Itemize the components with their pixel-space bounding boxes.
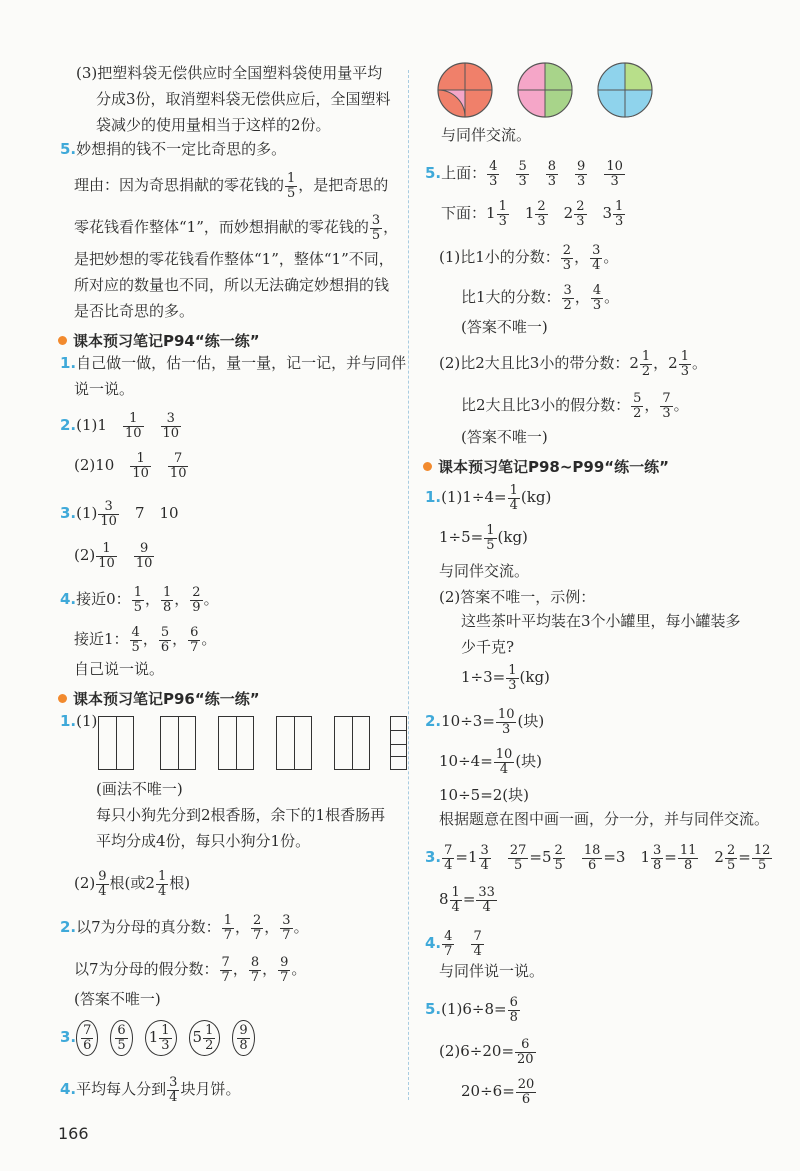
r5-p1a: (1)比1小的分数： $\frac{2}{3}$ ， $\frac{3}{4}$ 。 [439, 243, 619, 273]
s1q4-a: 接近0： [76, 590, 131, 609]
r2-b-unit: (块) [515, 752, 543, 771]
s2q4-b: 块月饼。 [180, 1080, 241, 1099]
reason-a2: ，是把奇思的 [298, 176, 389, 195]
frac-3-5: $\frac{3}{5}$ [371, 213, 381, 243]
r5-p2b-text: 比2大且比3小的假分数： [461, 396, 631, 415]
s2q3-ovals [60, 1020, 267, 1056]
s2q1-text1: 每只小狗先分到2根香肠，余下的1根香肠再 [96, 806, 386, 824]
sausage-split-drawing [390, 716, 407, 770]
s2q1-number: 1. [60, 712, 77, 730]
r5-note2: (答案不唯一) [461, 428, 548, 446]
s2q1-text2: 平均分成4份，每只小狗分1份。 [96, 832, 311, 850]
sausage-drawing [98, 716, 134, 770]
s1q1-line-a [60, 356, 406, 371]
q5-number: 5. [60, 140, 77, 158]
s2q2-b: 以7为分母的假分数： [74, 960, 219, 979]
q5-answer [60, 142, 286, 157]
s1q4-line-a: 4.接近0： $\frac{1}{5}$ ， $\frac{1}{8}$ ， $\frac{2}{9}$ 。 [60, 585, 219, 615]
r1-g: 1÷3= $\frac{1}{3}$ (kg) [461, 663, 550, 693]
oval-answer: $\frac{6}{5}$ [110, 1020, 132, 1056]
r2-b: 10÷4= $\frac{10}{4}$ (块) [439, 747, 543, 777]
r1-c: 与同伴交流。 [439, 562, 530, 580]
p3-line1: (3)把塑料袋无偿供应时全国塑料袋使用量平均 [76, 64, 383, 82]
s1q3-number: 3. [60, 504, 77, 523]
s1q2-number: 2. [60, 416, 77, 435]
r4-number: 4. [425, 934, 442, 953]
reason-a: 理由：因为奇思捐献的零花钱的 [74, 176, 285, 195]
circle-quarters-3 [598, 63, 652, 117]
reason-b: 零花钱看作整体“1”，而妙想捐献的零花钱的 [74, 218, 369, 237]
reason-c: 是把妙想的零花钱看作整体“1”，整体“1”不同， [74, 250, 394, 268]
r5-top-label: 上面： [441, 164, 487, 183]
page-number: 166 [58, 1124, 89, 1143]
s1q3-line-a [60, 500, 179, 528]
bullet-dot-icon [423, 462, 432, 471]
s2q1-2b: 根(或2 [109, 874, 155, 893]
r5-a: 5.(1)6÷8= $\frac{6}{8}$ [425, 995, 518, 1025]
r2-a: 2.10÷3= $\frac{10}{3}$ (块) [425, 707, 545, 737]
s2q2-a: 以7为分母的真分数： [76, 918, 221, 937]
s2q4-a: 平均每人分到 [76, 1080, 167, 1099]
oval-answer: 1 $\frac{1}{3}$ [145, 1020, 177, 1056]
s2q1-part2: (2) $\frac{9}{4}$ 根(或2 $\frac{1}{4}$ 根) [74, 869, 191, 899]
s1q2-line-a [60, 412, 182, 440]
section-title: 课本预习笔记P98~P99“练一练” [438, 458, 670, 476]
column-divider [408, 70, 409, 1100]
r1-a-text: (1)1÷4= [441, 488, 507, 507]
r1-b-unit: (kg) [497, 528, 528, 547]
frac: $\frac{9}{10}$ [135, 541, 153, 571]
circle-quarters-1 [438, 63, 492, 117]
s1q4-number: 4. [60, 590, 77, 609]
s1q1-number: 1. [60, 354, 77, 372]
sausage-drawing [160, 716, 196, 770]
sausage-drawing [218, 716, 254, 770]
r2-b-text: 10÷4= [439, 752, 493, 771]
s1q4-line-b: 接近1： $\frac{4}{5}$ ， $\frac{5}{6}$ ， $\frac{6}{7}$ 。 [74, 625, 217, 655]
sausage-drawing [334, 716, 370, 770]
r4-line: 4. $\frac{4}{7}$ $\frac{7}{4}$ [425, 929, 482, 959]
r1-f: 少千克? [461, 638, 515, 656]
r5-p1b-text: 比1大的分数： [461, 288, 561, 307]
r1-a-unit: (kg) [520, 488, 552, 507]
r2-a-text: 10÷3= [441, 712, 495, 731]
oval-answer: $\frac{7}{6}$ [76, 1020, 98, 1056]
s2q3-number: 3. [60, 1028, 77, 1047]
s2q1-note: (画法不唯一) [96, 780, 183, 798]
s2q2-line-a: 2.以7为分母的真分数： $\frac{1}{7}$ ， $\frac{2}{7}$ ， $\frac{3}{7}$ 。 [60, 913, 309, 943]
section-header-p96 [58, 688, 260, 709]
s1q2-a: (1)1 [76, 416, 107, 435]
r2-c: 10÷5=2(块) [439, 786, 530, 804]
frac: $\frac{1}{10}$ [132, 451, 149, 481]
r3-line2: 8 $\frac{1}{4}$ = $\frac{33}{4}$ [439, 885, 495, 915]
r5-b-text: (2)6÷20= [439, 1042, 515, 1061]
s2q2-line-b: 以7为分母的假分数： $\frac{7}{7}$ ， $\frac{8}{7}$ ， $\frac{9}{7}$ 。 [74, 955, 307, 985]
s1q1-b: 说一说。 [74, 380, 135, 398]
p3-line2: 分成3份，取消塑料袋无偿供应后，全国塑料 [96, 90, 391, 108]
section-header-p98 [423, 456, 669, 477]
s1q2-line-b [74, 452, 189, 480]
r5-c: 20÷6= $\frac{20}{6}$ [461, 1077, 535, 1107]
r1-number: 1. [425, 488, 442, 507]
s1q1-a: 自己做一做，估一估，量一量，记一记，并与同伴 [76, 354, 407, 372]
p3-line3: 袋减少的使用量相当于这样的2份。 [96, 116, 331, 134]
s2q2-number: 2. [60, 918, 77, 937]
section-title: 课本预习笔记P96“练一练” [73, 690, 260, 708]
s1q4-b: 接近1： [74, 630, 129, 649]
r1-e: 这些茶叶平均装在3个小罐里，每小罐装多 [461, 612, 741, 630]
r1-g-unit: (kg) [519, 668, 550, 687]
r1-g-text: 1÷3= [461, 668, 506, 687]
section-title: 课本预习笔记P94“练一练” [73, 332, 260, 350]
frac: $\frac{3}{10}$ [100, 499, 117, 529]
s1q2-b: (2)10 [74, 456, 115, 475]
r5-b: (2)6÷20= $\frac{6}{20}$ [439, 1037, 534, 1067]
reason-e: 是否比奇思的多。 [74, 302, 195, 320]
r5b-number: 5. [425, 1000, 442, 1019]
reason-line-b: 零花钱看作整体“1”，而妙想捐献的零花钱的 $\frac{3}{5}$ ， [74, 213, 399, 243]
sausage-drawing [276, 716, 312, 770]
r5-p2a-text: (2)比2大且比3小的带分数： [439, 354, 630, 373]
r2-d: 根据题意在图中画一画，分一分，并与同伴交流。 [439, 810, 770, 828]
r5-p2a: (2)比2大且比3小的带分数：2 $\frac{1}{2}$ ，2 $\frac{1}{3}$ 。 [439, 349, 708, 379]
circle-quarters-2 [518, 63, 572, 117]
oval-answer: 5 $\frac{1}{2}$ [189, 1020, 221, 1056]
q5-text: 妙想捐的钱不一定比奇思的多。 [76, 140, 287, 158]
r5-c-text: 20÷6= [461, 1082, 515, 1101]
s1q3-a-rest: 7 10 [134, 504, 179, 523]
r3-number: 3. [425, 848, 442, 867]
frac: $\frac{1}{10}$ [98, 541, 115, 571]
r5-top: 5.上面： $\frac{4}{3}$ $\frac{5}{3}$ $\frac{8}{3}$ $\frac{9}{3}$ $\frac{10}{3}$ [425, 159, 623, 189]
s1q3-line-b [74, 542, 155, 570]
r2-a-unit: (块) [517, 712, 545, 731]
r5-p2b: 比2大且比3小的假分数： $\frac{5}{2}$ ， $\frac{7}{3}$ 。 [461, 391, 689, 421]
s2q1-2c: 根) [169, 874, 191, 893]
r1-a: 1.(1)1÷4= $\frac{1}{4}$ (kg) [425, 483, 552, 513]
r5-p1b: 比1大的分数： $\frac{3}{2}$ ， $\frac{4}{3}$ 。 [461, 283, 620, 313]
s2q4-line: 4.平均每人分到 $\frac{3}{4}$ 块月饼。 [60, 1075, 241, 1105]
s1q4-c: 自己说一说。 [74, 660, 165, 678]
r5-number: 5. [425, 164, 442, 183]
oval-answer: $\frac{9}{8}$ [232, 1020, 254, 1056]
s2q1-2a: (2) [74, 874, 96, 893]
r5-bottom: 下面：1 $\frac{1}{3}$ 1 $\frac{2}{3}$ 2 $\frac{2}{3}$ 3 $\frac{1}{3}$ [441, 199, 624, 229]
r5-note1: (答案不唯一) [461, 318, 548, 336]
s2q1-label-line [60, 714, 97, 729]
frac: $\frac{7}{10}$ [169, 451, 187, 481]
section-header-p94 [58, 330, 260, 351]
r4-text: 与同伴说一说。 [439, 962, 545, 980]
s2q4-number: 4. [60, 1080, 77, 1099]
bullet-dot-icon [58, 694, 67, 703]
s2q1-label: (1) [76, 712, 98, 730]
frac: $\frac{1}{10}$ [124, 411, 142, 441]
frac: $\frac{3}{10}$ [162, 411, 180, 441]
fraction-circles [435, 62, 665, 122]
r2-number: 2. [425, 712, 442, 731]
s1q3-a: (1) [76, 504, 98, 523]
r1-b: 1÷5= $\frac{1}{5}$ (kg) [439, 523, 528, 553]
r1-b-text: 1÷5= [439, 528, 484, 547]
r3-line1: 3. $\frac{7}{4}$ =1 $\frac{3}{4}$ $\frac{27}{5}$ =5 $\frac{2}{5}$ $\frac{18}{6}$ =3 1 $\frac{3}{8}$ = $\frac{11}{8}$ 2 $\frac{2}{5}$ = $\frac{12}{5}$ [425, 843, 771, 873]
share-1: 与同伴交流。 [441, 126, 532, 144]
r5-a-text: (1)6÷8= [441, 1000, 507, 1019]
bullet-dot-icon [58, 336, 67, 345]
r1-d: (2)答案不唯一，示例： [439, 588, 596, 606]
r5-p1a-text: (1)比1小的分数： [439, 248, 560, 267]
frac-1-5: $\frac{1}{5}$ [287, 171, 296, 201]
r5-bottom-label: 下面： [441, 204, 487, 223]
s2q2-c: (答案不唯一) [74, 990, 161, 1008]
s1q3-b: (2) [74, 546, 96, 565]
reason-d: 所对应的数量也不同，所以无法确定妙想捐的钱 [74, 276, 390, 294]
reason-line-a [74, 172, 388, 200]
